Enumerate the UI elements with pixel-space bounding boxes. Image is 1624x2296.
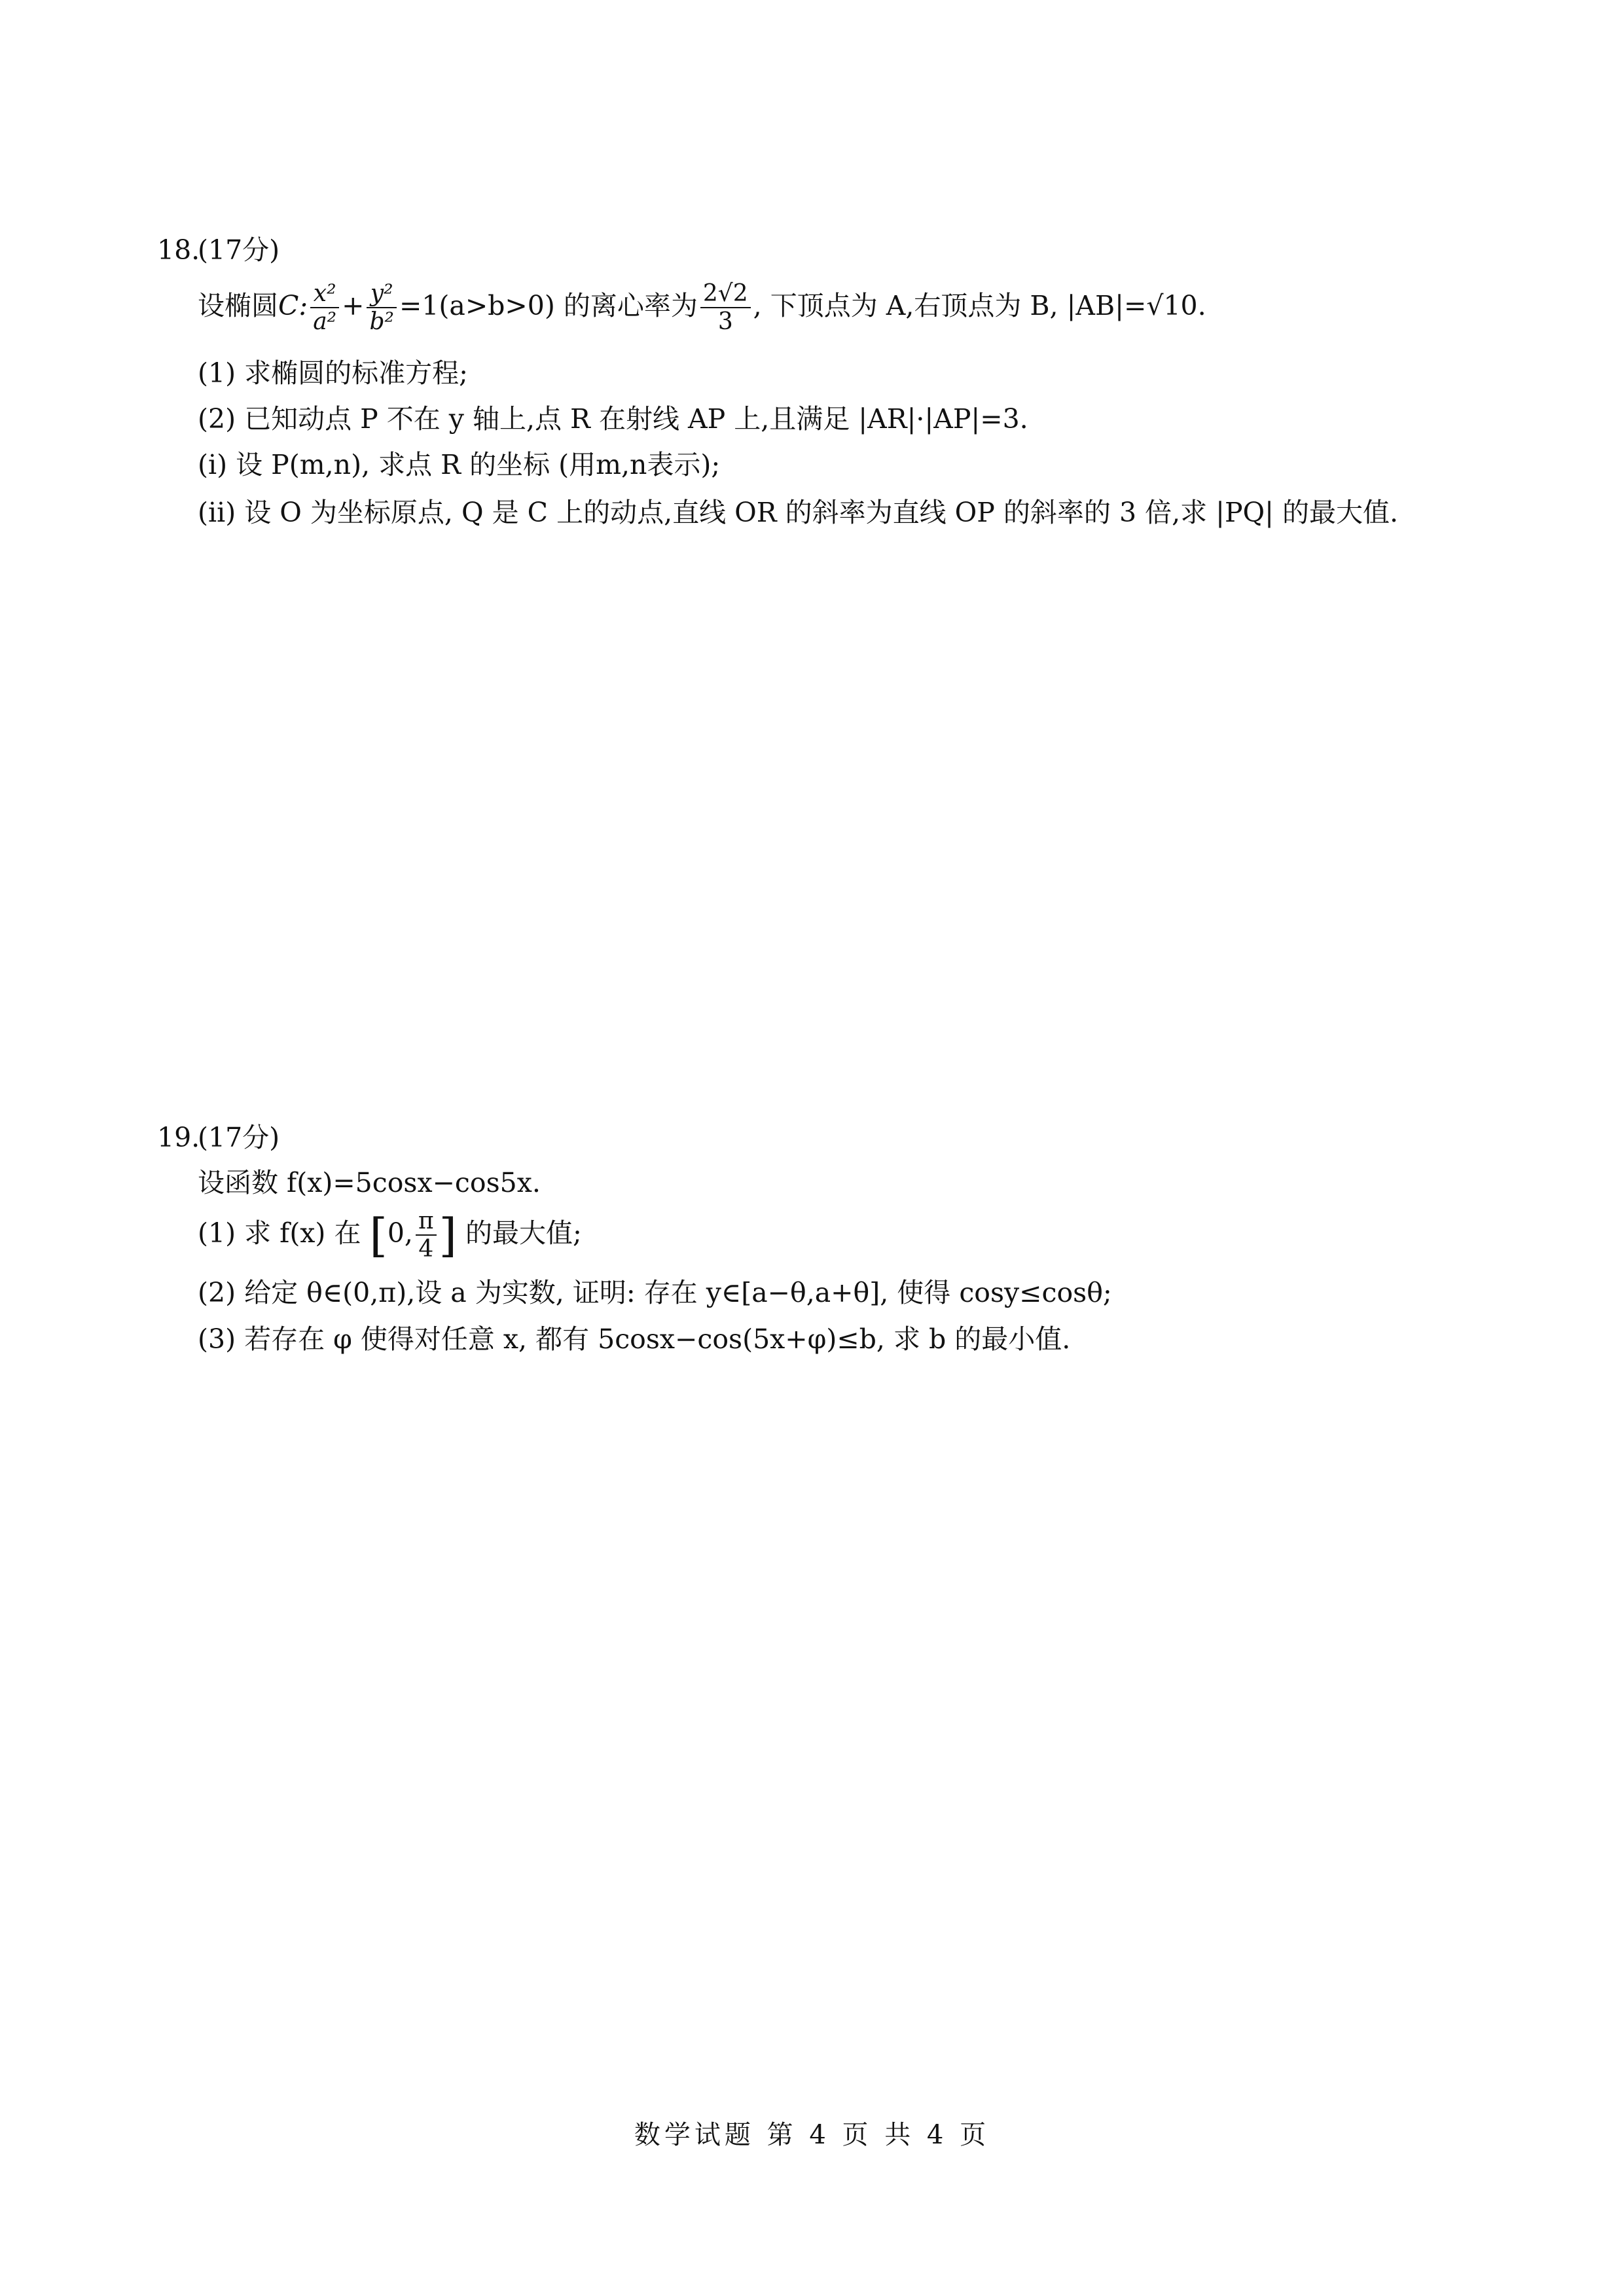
q18-frac-x-num: x² bbox=[313, 280, 336, 307]
q18-stem-text3: , 下顶点为 A,右顶点为 B, |AB|=√10. bbox=[753, 289, 1206, 321]
q19-part1-content bbox=[198, 1208, 582, 1263]
q19-part1-pre: (1) 求 f(x) 在 bbox=[198, 1217, 361, 1249]
q18-frac-y-den: b² bbox=[367, 307, 396, 335]
q18-ellipse-name: C: bbox=[278, 289, 308, 321]
q19-interval-right-bracket: ] bbox=[439, 1208, 457, 1263]
q18-part2i-text: (i) 设 P(m,n), 求点 R 的坐标 (用m,n表示); bbox=[198, 449, 721, 480]
q18-stem-content bbox=[198, 280, 1206, 336]
q18-stem-text2: =1(a>b>0) 的离心率为 bbox=[399, 289, 698, 321]
q19-part3-text: (3) 若存在 φ 使得对任意 x, 都有 5cosx−cos(5x+φ)≤b, 求 b 的最小值. bbox=[198, 1323, 1071, 1355]
q18-part1-text: (1) 求椭圆的标准方程; bbox=[198, 357, 468, 389]
q18-eccentricity bbox=[700, 280, 751, 336]
q18-eccentricity-num: 2√2 bbox=[702, 280, 748, 307]
q18-part2ii-text: (ii) 设 O 为坐标原点, Q 是 C 上的动点,直线 OR 的斜率为直线 OP 的斜率的 3 倍,求 |PQ| 的最大值. bbox=[198, 497, 1399, 528]
q19-interval-left-bracket: [ bbox=[369, 1208, 388, 1263]
q19-number: 19. bbox=[157, 1122, 200, 1153]
q19-interval-zero: 0, bbox=[387, 1217, 413, 1249]
q18-stem-text1: 设椭圆 bbox=[198, 289, 278, 321]
q18-eccentricity-den: 3 bbox=[700, 307, 751, 335]
q18-frac-y-num: y² bbox=[370, 280, 393, 307]
q18-frac-y bbox=[367, 280, 396, 336]
q18-plus: + bbox=[342, 289, 365, 321]
q18-frac-x-den: a² bbox=[310, 307, 339, 335]
q19-frac-pi4 bbox=[416, 1208, 437, 1263]
q19-frac-four: 4 bbox=[416, 1234, 437, 1263]
q18-part2-text: (2) 已知动点 P 不在 y 轴上,点 R 在射线 AP 上,且满足 |AR|·|AP|=3. bbox=[198, 403, 1028, 435]
q19-score: (17分) bbox=[198, 1122, 280, 1153]
q19-frac-pi: π bbox=[418, 1208, 434, 1234]
q18-score: (17分) bbox=[198, 234, 280, 266]
q18-frac-x bbox=[310, 280, 339, 336]
q19-stem-text: 设函数 f(x)=5cosx−cos5x. bbox=[198, 1167, 541, 1198]
q18-number: 18. bbox=[157, 234, 200, 266]
page-footer: 数学试题 第 4 页 共 4 页 bbox=[634, 2120, 990, 2150]
q19-part2-text: (2) 给定 θ∈(0,π),设 a 为实数, 证明: 存在 y∈[a−θ,a+θ], 使得 cosy≤cosθ; bbox=[198, 1277, 1112, 1308]
q19-part1-post: 的最大值; bbox=[465, 1217, 582, 1249]
